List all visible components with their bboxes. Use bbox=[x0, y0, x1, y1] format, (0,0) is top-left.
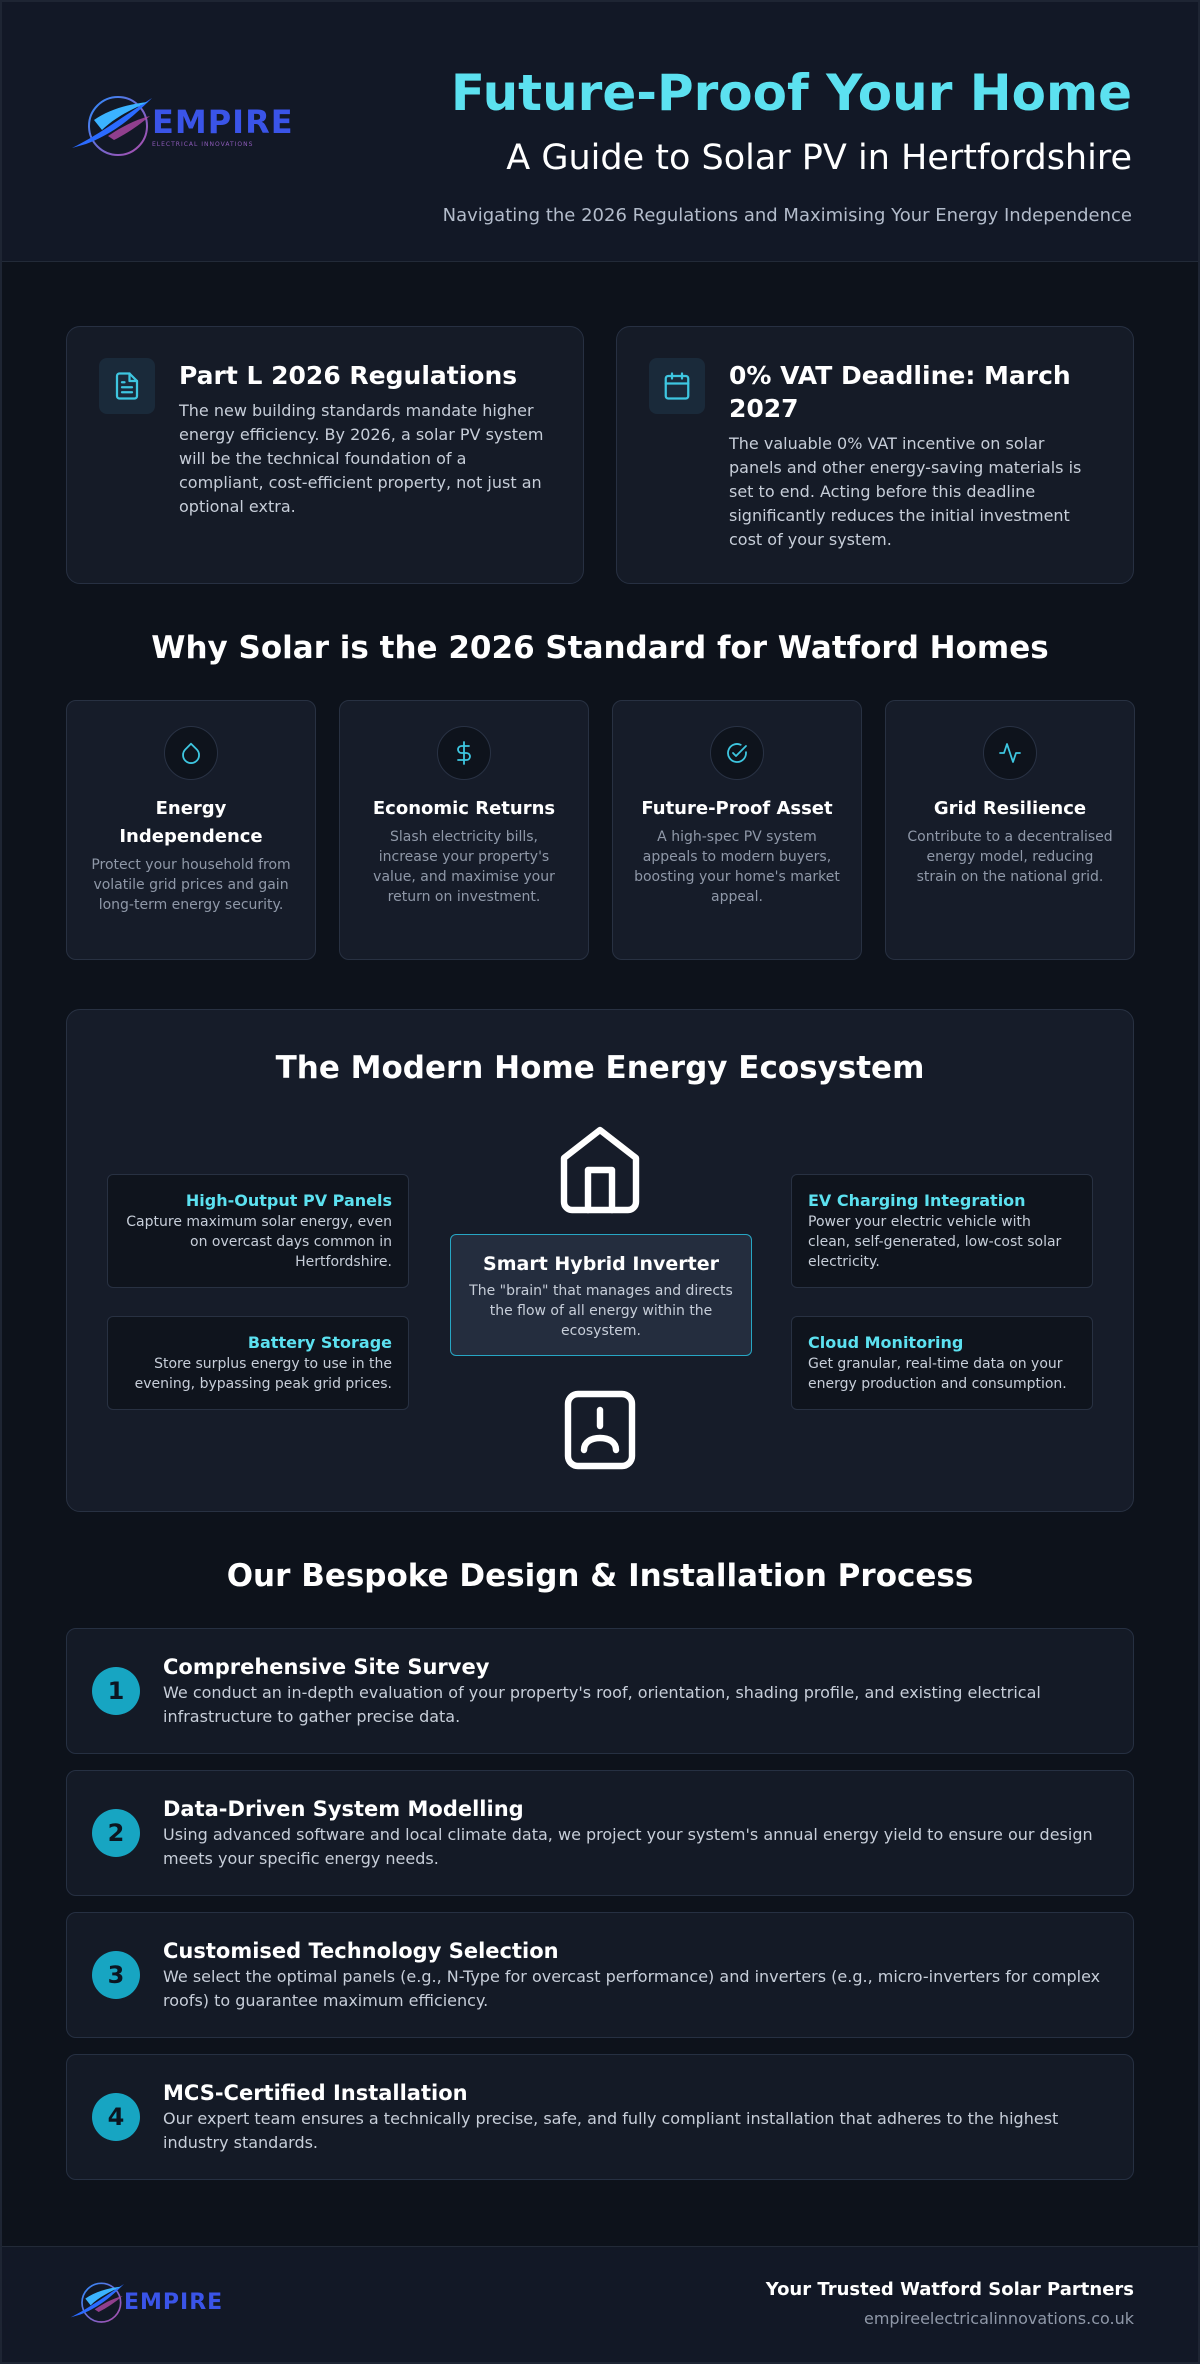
step-number-badge: 1 bbox=[92, 1667, 140, 1715]
feature-text: Power your electric vehicle with clean, self-generated, low-cost solar electricity. bbox=[808, 1214, 1062, 1270]
process-step-2 bbox=[66, 1770, 1134, 1896]
smart-hybrid-inverter-card bbox=[450, 1234, 752, 1356]
dollar-icon bbox=[437, 726, 491, 780]
page-header bbox=[2, 2, 1198, 262]
page-footer bbox=[2, 2246, 1198, 2362]
benefit-card-economic-returns bbox=[339, 700, 589, 960]
battery-icon bbox=[552, 1382, 648, 1478]
step-text: Our expert team ensures a technically precise, safe, and fully compliant installation that adheres to the highest industry standards. bbox=[163, 2109, 1059, 2152]
logo-swoosh-icon bbox=[68, 2277, 128, 2327]
benefit-text: A high-spec PV system appeals to modern buyers, boosting your home's market appeal. bbox=[634, 829, 840, 905]
feature-text: Store surplus energy to use in the evening, bypassing peak grid prices. bbox=[134, 1356, 392, 1392]
notice-text: The new building standards mandate higher energy efficiency. By 2026, a solar PV system will be the technical foundation of a compliant, cost-efficient property, not just an optional extra. bbox=[179, 401, 544, 516]
brand-logo[interactable] bbox=[68, 90, 294, 160]
document-icon bbox=[99, 358, 155, 414]
feature-text: Get granular, real-time data on your energy production and consumption. bbox=[808, 1356, 1067, 1392]
benefit-text: Protect your household from volatile grid prices and gain long-term energy security. bbox=[91, 857, 291, 913]
benefit-title: Grid Resilience bbox=[933, 798, 1087, 819]
step-title: Customised Technology Selection bbox=[163, 1939, 559, 1963]
droplet-icon bbox=[164, 726, 218, 780]
activity-icon bbox=[983, 726, 1037, 780]
feature-title: High-Output PV Panels bbox=[185, 1191, 392, 1210]
feature-title: Battery Storage bbox=[247, 1333, 392, 1352]
process-heading: Our Bespoke Design & Installation Process bbox=[226, 1558, 974, 1594]
footer-logo[interactable] bbox=[68, 2277, 223, 2327]
process-step-1 bbox=[66, 1628, 1134, 1754]
ecosystem-panel bbox=[66, 1009, 1134, 1512]
calendar-icon bbox=[649, 358, 705, 414]
page-description: Navigating the 2026 Regulations and Maximising Your Energy Independence bbox=[442, 205, 1132, 226]
step-number-badge: 4 bbox=[92, 2093, 140, 2141]
step-title: Data-Driven System Modelling bbox=[163, 1797, 524, 1821]
feature-title: EV Charging Integration bbox=[808, 1191, 1026, 1210]
benefit-title: Future-Proof Asset bbox=[641, 798, 833, 819]
notice-title: Part L 2026 Regulations bbox=[179, 361, 518, 390]
feature-title: Cloud Monitoring bbox=[808, 1333, 964, 1352]
step-text: Using advanced software and local climate data, we project your system's annual energy yield to ensure our design meets your specific energy needs. bbox=[163, 1825, 1093, 1868]
home-icon bbox=[552, 1122, 648, 1218]
logo-wordmark: EMPIRE bbox=[152, 102, 294, 141]
check-circle-icon bbox=[710, 726, 764, 780]
page-subtitle: A Guide to Solar PV in Hertfordshire bbox=[506, 138, 1132, 178]
benefit-title: Economic Returns bbox=[372, 798, 556, 819]
logo-swoosh-icon bbox=[68, 90, 158, 160]
footer-logo-wordmark: EMPIRE bbox=[124, 2289, 224, 2315]
benefit-text: Contribute to a decentralised energy model, reducing strain on the national grid. bbox=[907, 829, 1113, 885]
feature-pv-panels bbox=[107, 1174, 409, 1288]
benefit-text: Slash electricity bills, increase your property's value, and maximise your return on investment. bbox=[373, 829, 555, 905]
notice-card-vat bbox=[616, 326, 1134, 584]
feature-text: Capture maximum solar energy, even on overcast days common in Hertfordshire. bbox=[126, 1214, 392, 1270]
inverter-text: The "brain" that manages and directs the flow of all energy within the ecosystem. bbox=[469, 1283, 733, 1339]
benefit-card-future-proof-asset bbox=[612, 700, 862, 960]
benefit-title: Energy Independence bbox=[119, 798, 263, 847]
footer-tagline: Your Trusted Watford Solar Partners bbox=[765, 2279, 1134, 2300]
step-text: We conduct an in-depth evaluation of your property's roof, orientation, shading profile, and existing electrical infrastructure to gather precise data. bbox=[163, 1683, 1041, 1726]
step-number-badge: 2 bbox=[92, 1809, 140, 1857]
ecosystem-heading: The Modern Home Energy Ecosystem bbox=[275, 1050, 925, 1086]
notice-text: The valuable 0% VAT incentive on solar panels and other energy-saving materials is set to end. Acting before this deadline significantly reduces the initial investment cost of your system. bbox=[729, 434, 1082, 549]
notice-card-part-l bbox=[66, 326, 584, 584]
process-step-4 bbox=[66, 2054, 1134, 2180]
step-title: MCS-Certified Installation bbox=[163, 2081, 468, 2105]
inverter-title: Smart Hybrid Inverter bbox=[483, 1253, 719, 1275]
step-number-badge: 3 bbox=[92, 1951, 140, 1999]
feature-cloud-monitoring bbox=[791, 1316, 1093, 1410]
step-title: Comprehensive Site Survey bbox=[163, 1655, 490, 1679]
benefit-card-grid-resilience bbox=[885, 700, 1135, 960]
footer-website-link[interactable]: empireelectricalinnovations.co.uk bbox=[863, 2309, 1134, 2328]
benefit-card-energy-independence bbox=[66, 700, 316, 960]
logo-tagline: ELECTRICAL INNOVATIONS bbox=[152, 140, 254, 148]
benefits-heading: Why Solar is the 2026 Standard for Watford Homes bbox=[151, 630, 1049, 666]
feature-battery-storage bbox=[107, 1316, 409, 1410]
process-step-3 bbox=[66, 1912, 1134, 2038]
feature-ev-charging bbox=[791, 1174, 1093, 1288]
notice-title: 0% VAT Deadline: March 2027 bbox=[729, 361, 1071, 423]
step-text: We select the optimal panels (e.g., N-Type for overcast performance) and inverters (e.g., micro-inverters for complex roofs) to guarantee maximum efficiency. bbox=[163, 1967, 1101, 2010]
page-title: Future-Proof Your Home bbox=[450, 64, 1132, 122]
